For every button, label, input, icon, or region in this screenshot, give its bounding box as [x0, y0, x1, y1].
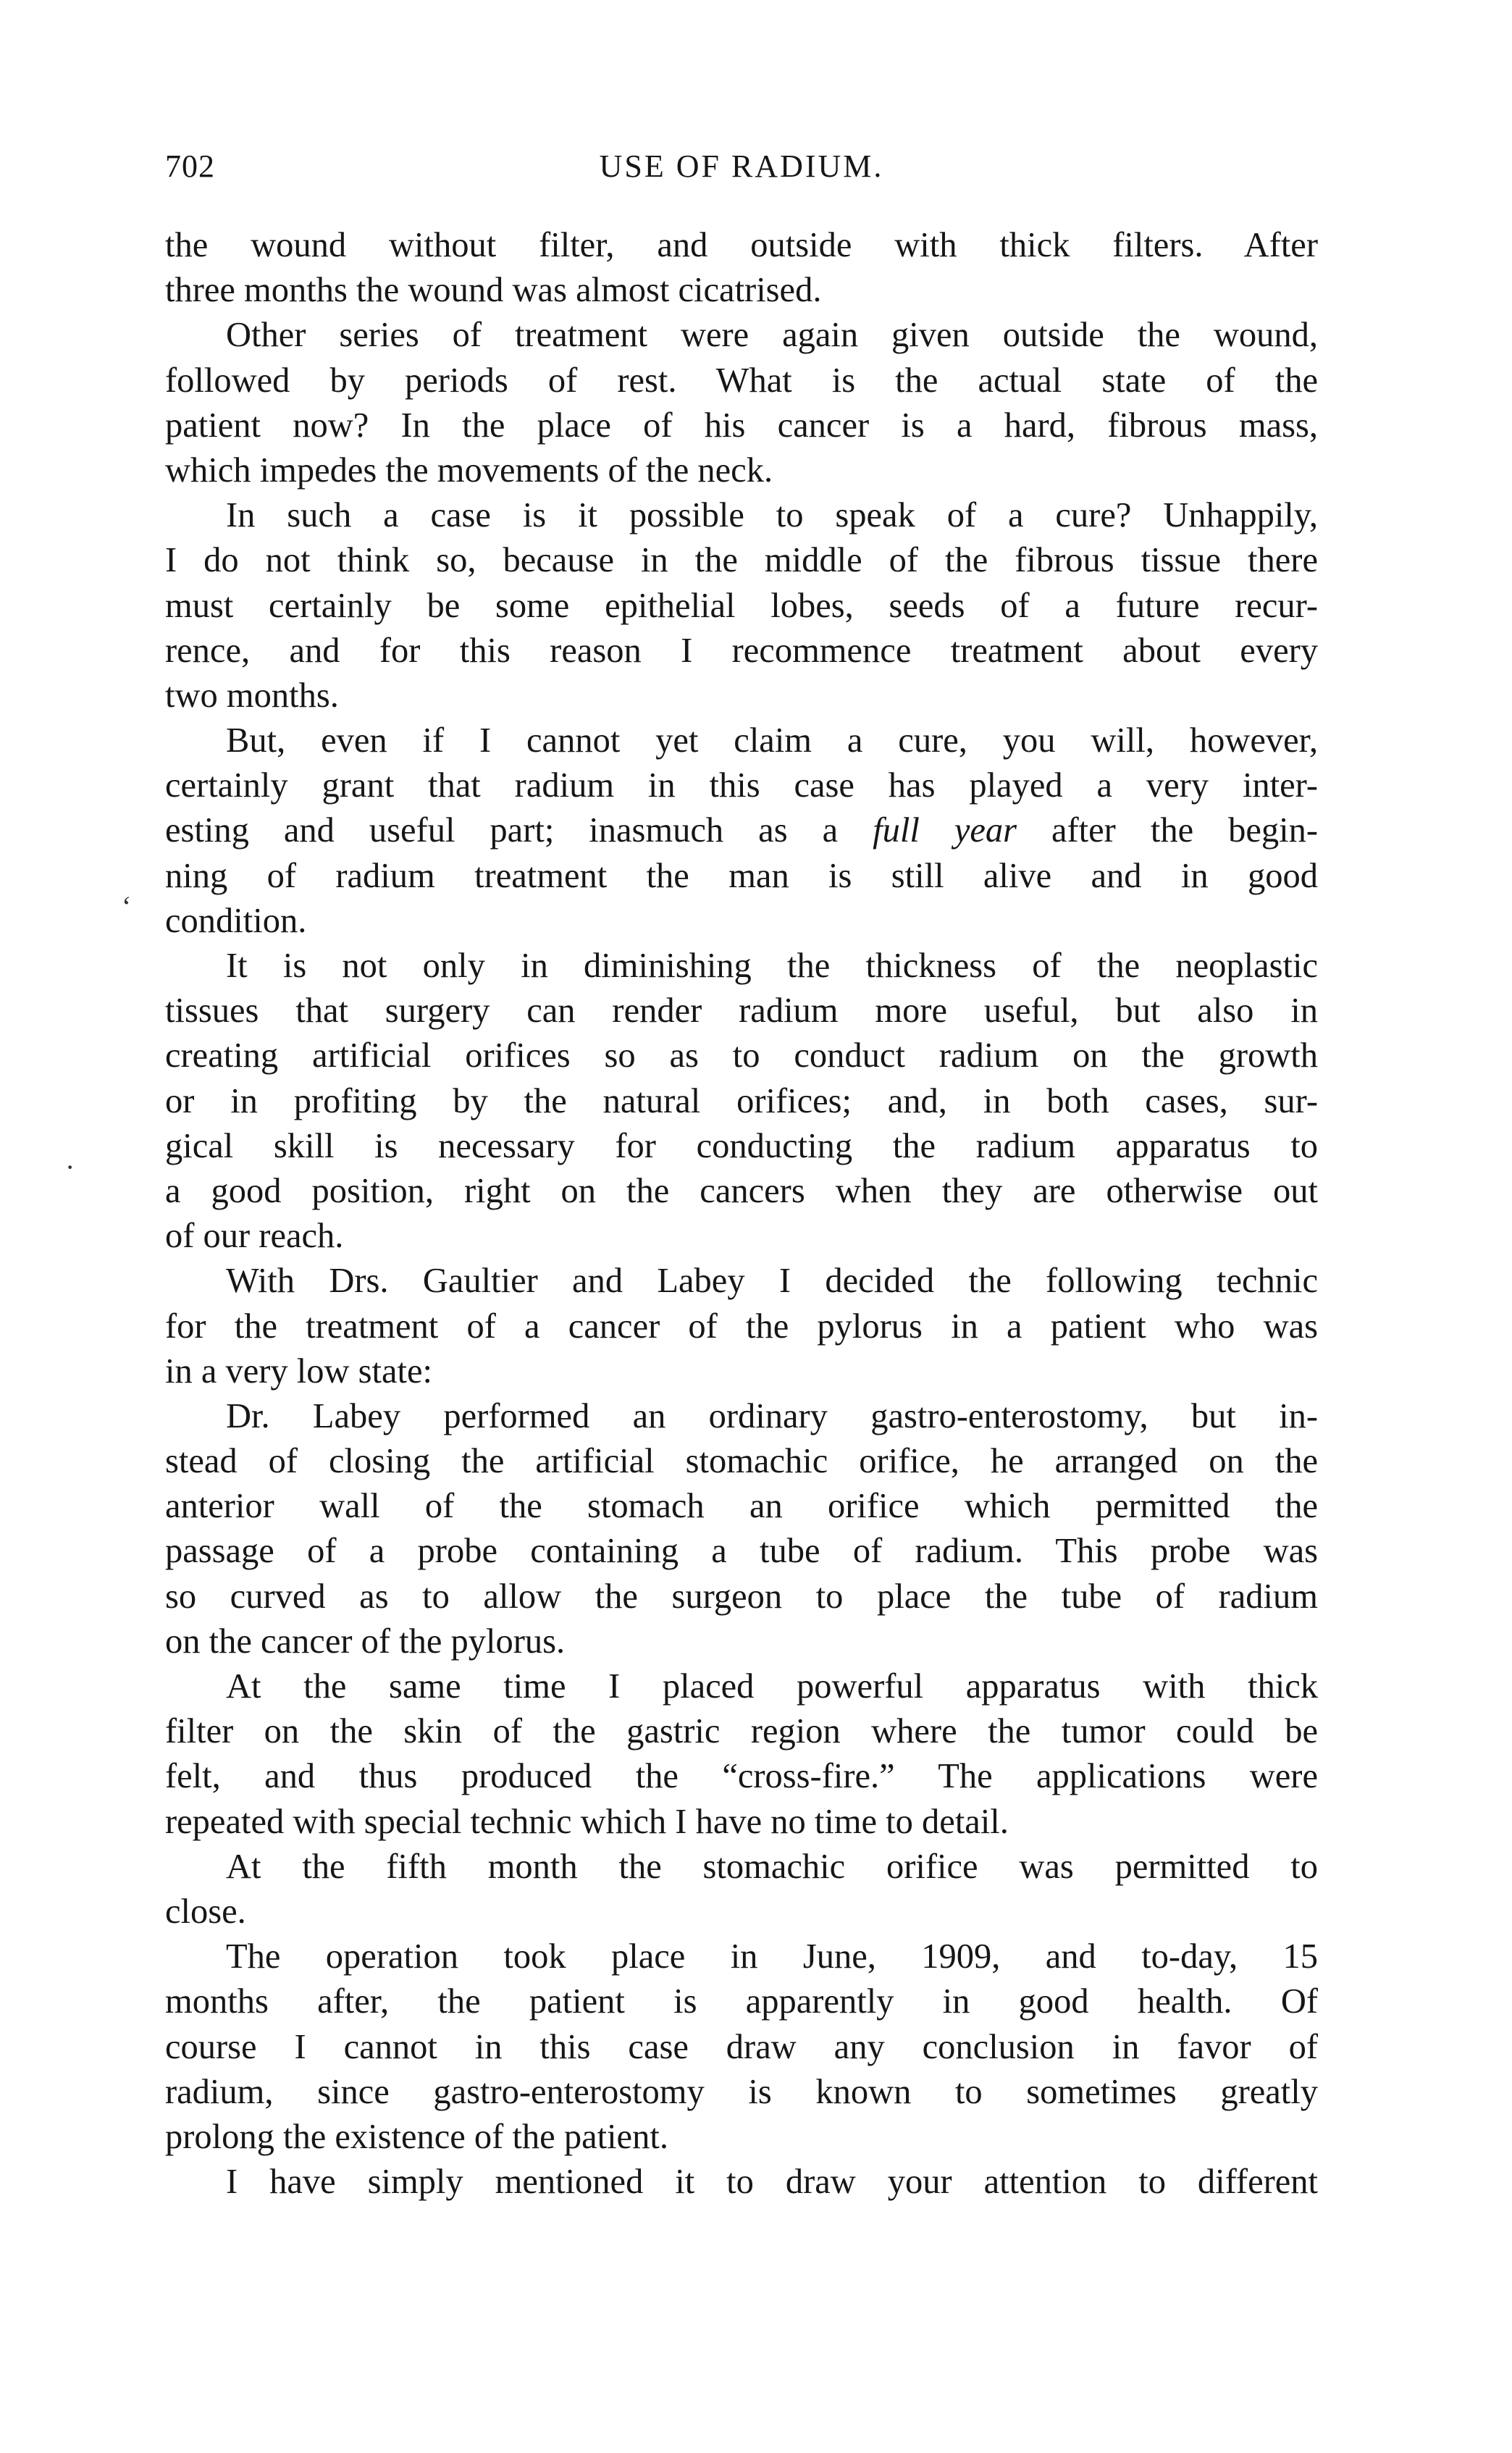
- text-line: Other series of treatment were again given outside the wound,: [226, 316, 1318, 355]
- text-line: the wound without filter, and outside with thick filters. After: [165, 226, 1318, 264]
- text-line: At the same time I placed powerful apparatus with thick: [226, 1667, 1318, 1706]
- page-header: [165, 145, 1318, 188]
- text-line: passage of a probe containing a tube of radium. This probe was: [165, 1532, 1318, 1571]
- text-line: tissues that surgery can render radium more useful, but also in: [165, 991, 1318, 1031]
- text-line: gical skill is necessary for conducting the radium apparatus to: [165, 1126, 1318, 1165]
- page-number: 702: [165, 148, 215, 184]
- text-line: repeated with special technic which I have no time to detail.: [165, 1802, 1009, 1841]
- text-line: I have simply mentioned it to draw your attention to different: [226, 2163, 1318, 2202]
- italic-phrase: full year: [873, 811, 1017, 850]
- text-line: rence, and for this reason I recommence treatment about every: [165, 631, 1318, 670]
- text-line: stead of closing the artificial stomachic orifice, he arranged on the: [165, 1442, 1318, 1481]
- text-line: anterior wall of the stomach an orifice which permitted the: [165, 1487, 1318, 1526]
- text-line-mixed: [165, 808, 1318, 853]
- text-line: With Drs. Gaultier and Labey I decided the following technic: [226, 1262, 1318, 1301]
- text-line: must certainly be some epithelial lobes, seeds of a future recur-: [165, 586, 1318, 625]
- text-line: which impedes the movements of the neck.: [165, 450, 773, 490]
- text-line: on the cancer of the pylorus.: [165, 1622, 566, 1661]
- text-line: filter on the skin of the gastric region where the tumor could be: [165, 1712, 1318, 1751]
- text-line: felt, and thus produced the “cross-fire.” The applications were: [165, 1757, 1318, 1796]
- text-line: months after, the patient is apparently in good health. Of: [165, 1982, 1318, 2021]
- text-line: course I cannot in this case draw any conclusion in favor of: [165, 2027, 1318, 2066]
- text-line: for the treatment of a cancer of the pylorus in a patient who was: [165, 1307, 1318, 1346]
- text-line: At the fifth month the stomachic orifice was permitted to: [226, 1847, 1318, 1886]
- text-line: in a very low state:: [165, 1351, 433, 1391]
- text-line: followed by periods of rest. What is the actual state of the: [165, 361, 1318, 400]
- text-line: I do not think so, because in the middle of the fibrous tissue there: [165, 541, 1318, 580]
- text-line: or in profiting by the natural orifices; and, in both cases, sur-: [165, 1081, 1318, 1120]
- text-line: certainly grant that radium in this case has played a very inter-: [165, 766, 1318, 805]
- body-text: [165, 223, 1318, 2205]
- text-line: so curved as to allow the surgeon to place the tube of radium: [165, 1577, 1318, 1616]
- text-line: of our reach.: [165, 1217, 344, 1256]
- text-line: condition.: [165, 901, 307, 940]
- text-line: close.: [165, 1892, 246, 1931]
- text-line: ning of radium treatment the man is still alive and in good: [165, 856, 1318, 895]
- text-fragment: after the begin-: [1017, 811, 1318, 850]
- text-line: patient now? In the place of his cancer is a hard, fibrous mass,: [165, 406, 1318, 445]
- text-line: It is not only in diminishing the thickness of the neoplastic: [226, 947, 1318, 985]
- text-line: prolong the existence of the patient.: [165, 2117, 668, 2156]
- text-line: three months the wound was almost cicatrised.: [165, 271, 822, 310]
- text-line: creating artificial orifices so as to conduct radium on the growth: [165, 1036, 1318, 1075]
- text-line: In such a case is it possible to speak of a cure? Unhappily,: [226, 496, 1318, 535]
- text-line: radium, since gastro-enterostomy is known to sometimes greatly: [165, 2072, 1318, 2111]
- text-line: a good position, right on the cancers when they are otherwise out: [165, 1171, 1318, 1210]
- text-line: But, even if I cannot yet claim a cure, you will, however,: [226, 721, 1318, 760]
- text-line: two months.: [165, 676, 339, 715]
- margin-tick-mark: ‘: [122, 890, 132, 923]
- margin-dot-mark: ·: [65, 1151, 75, 1183]
- text-fragment: esting and useful part; inasmuch as a: [165, 811, 873, 850]
- running-head: USE OF RADIUM.: [599, 148, 884, 184]
- text-line: Dr. Labey performed an ordinary gastro-enterostomy, but in-: [226, 1396, 1318, 1435]
- text-line: The operation took place in June, 1909, and to-day, 15: [226, 1937, 1318, 1976]
